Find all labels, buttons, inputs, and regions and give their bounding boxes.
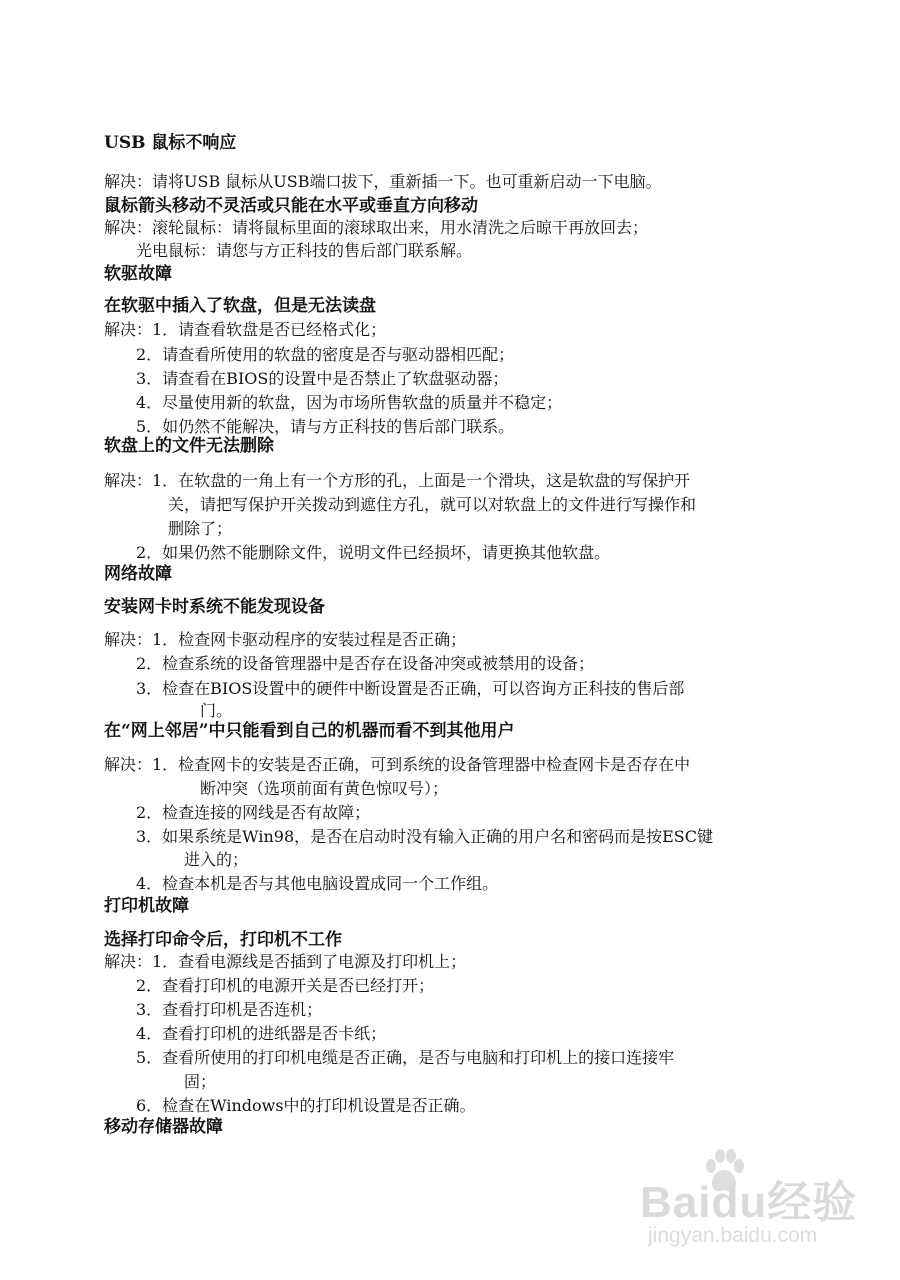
printer-heading: 选择打印命令后，打印机不工作 [104, 930, 342, 950]
printer-step-6: 6．检查在Windows中的打印机设置是否正确。 [136, 1096, 476, 1115]
printer-step-4: 4．查看打印机的进纸器是否卡纸； [136, 1024, 387, 1043]
printer-step-3: 3．查看打印机是否连机； [136, 1000, 323, 1019]
floppy-delete-step-2: 2．如果仍然不能删除文件，说明文件已经损坏，请更换其他软盘。 [136, 543, 611, 562]
printer-section-title: 打印机故障 [104, 896, 189, 916]
baidu-watermark [640, 1148, 860, 1258]
neighbor-step-4: 4．检查本机是否与其他电脑设置成同一个工作组。 [136, 874, 499, 893]
neighbor-step-3a: 3．如果系统是Win98，是否在启动时没有输入正确的用户名和密码而是按ESC键 [136, 827, 714, 846]
floppy-read-step-4: 4．尽量使用新的软盘，因为市场所售软盘的质量并不稳定； [136, 393, 563, 412]
neighbor-step-2: 2．检查连接的网线是否有故障； [136, 803, 371, 822]
cursor-heading: 鼠标箭头移动不灵活或只能在水平或垂直方向移动 [104, 196, 478, 216]
printer-step-5b: 固； [184, 1072, 217, 1091]
floppy-read-step-1: 解决：1．请查看软盘是否已经格式化； [104, 320, 387, 339]
usb-solution: 解决：请将USB 鼠标从USB端口拔下，重新插一下。也可重新启动一下电脑。 [104, 172, 662, 191]
nic-step-3a: 3．检查在BIOS设置中的硬件中断设置是否正确，可以咨询方正科技的售后部 [136, 679, 685, 698]
floppy-read-step-5: 5．如仍然不能解决，请与方正科技的售后部门联系。 [136, 417, 515, 436]
printer-step-5a: 5．查看所使用的打印机电缆是否正确，是否与电脑和打印机上的接口连接牢 [136, 1048, 675, 1067]
floppy-section-title: 软驱故障 [104, 264, 172, 284]
floppy-read-step-2: 2．请查看所使用的软盘的密度是否与驱动器相匹配； [136, 345, 515, 364]
nic-step-1: 解决：1．检查网卡驱动程序的安装过程是否正确； [104, 630, 467, 649]
storage-section-title: 移动存储器故障 [104, 1117, 223, 1137]
watermark-brand: Baidu经验 [640, 1178, 858, 1227]
floppy-read-step-3: 3．请查看在BIOS的设置中是否禁止了软盘驱动器； [136, 369, 509, 388]
network-section-title: 网络故障 [104, 564, 172, 584]
watermark-url: jingyan.baidu.com [648, 1224, 818, 1247]
floppy-delete-step-1b: 关，请把写保护开关拨动到遮住方孔，就可以对软盘上的文件进行写操作和 [168, 495, 697, 514]
floppy-delete-step-1a: 解决：1．在软盘的一角上有一个方形的孔，上面是一个滑块，这是软盘的写保护开 [104, 471, 691, 490]
usb-heading: USB 鼠标不响应 [104, 133, 237, 153]
floppy-delete-step-1c: 删除了； [168, 519, 233, 538]
neighbor-step-1b: 断冲突（选项前面有黄色惊叹号）； [200, 779, 449, 798]
nic-step-2: 2．检查系统的设备管理器中是否存在设备冲突或被禁用的设备； [136, 654, 595, 673]
cursor-solution-1: 解决：滚轮鼠标：请将鼠标里面的滚球取出来，用水清洗之后晾干再放回去； [104, 218, 649, 237]
cursor-solution-2: 光电鼠标：请您与方正科技的售后部门联系解。 [136, 241, 473, 260]
printer-step-2: 2．查看打印机的电源开关是否已经打开； [136, 976, 435, 995]
neighbor-heading: 在“网上邻居”中只能看到自己的机器而看不到其他用户 [104, 721, 515, 741]
printer-step-1: 解决：1．查看电源线是否插到了电源及打印机上； [104, 952, 467, 971]
floppy-read-heading: 在软驱中插入了软盘，但是无法读盘 [104, 296, 376, 316]
nic-step-3b: 门。 [200, 701, 233, 720]
neighbor-step-1a: 解决：1．检查网卡的安装是否正确，可到系统的设备管理器中检查网卡是否存在中 [104, 755, 691, 774]
floppy-delete-heading: 软盘上的文件无法删除 [104, 436, 274, 456]
nic-heading: 安装网卡时系统不能发现设备 [104, 597, 325, 617]
neighbor-step-3b: 进入的； [184, 850, 249, 869]
